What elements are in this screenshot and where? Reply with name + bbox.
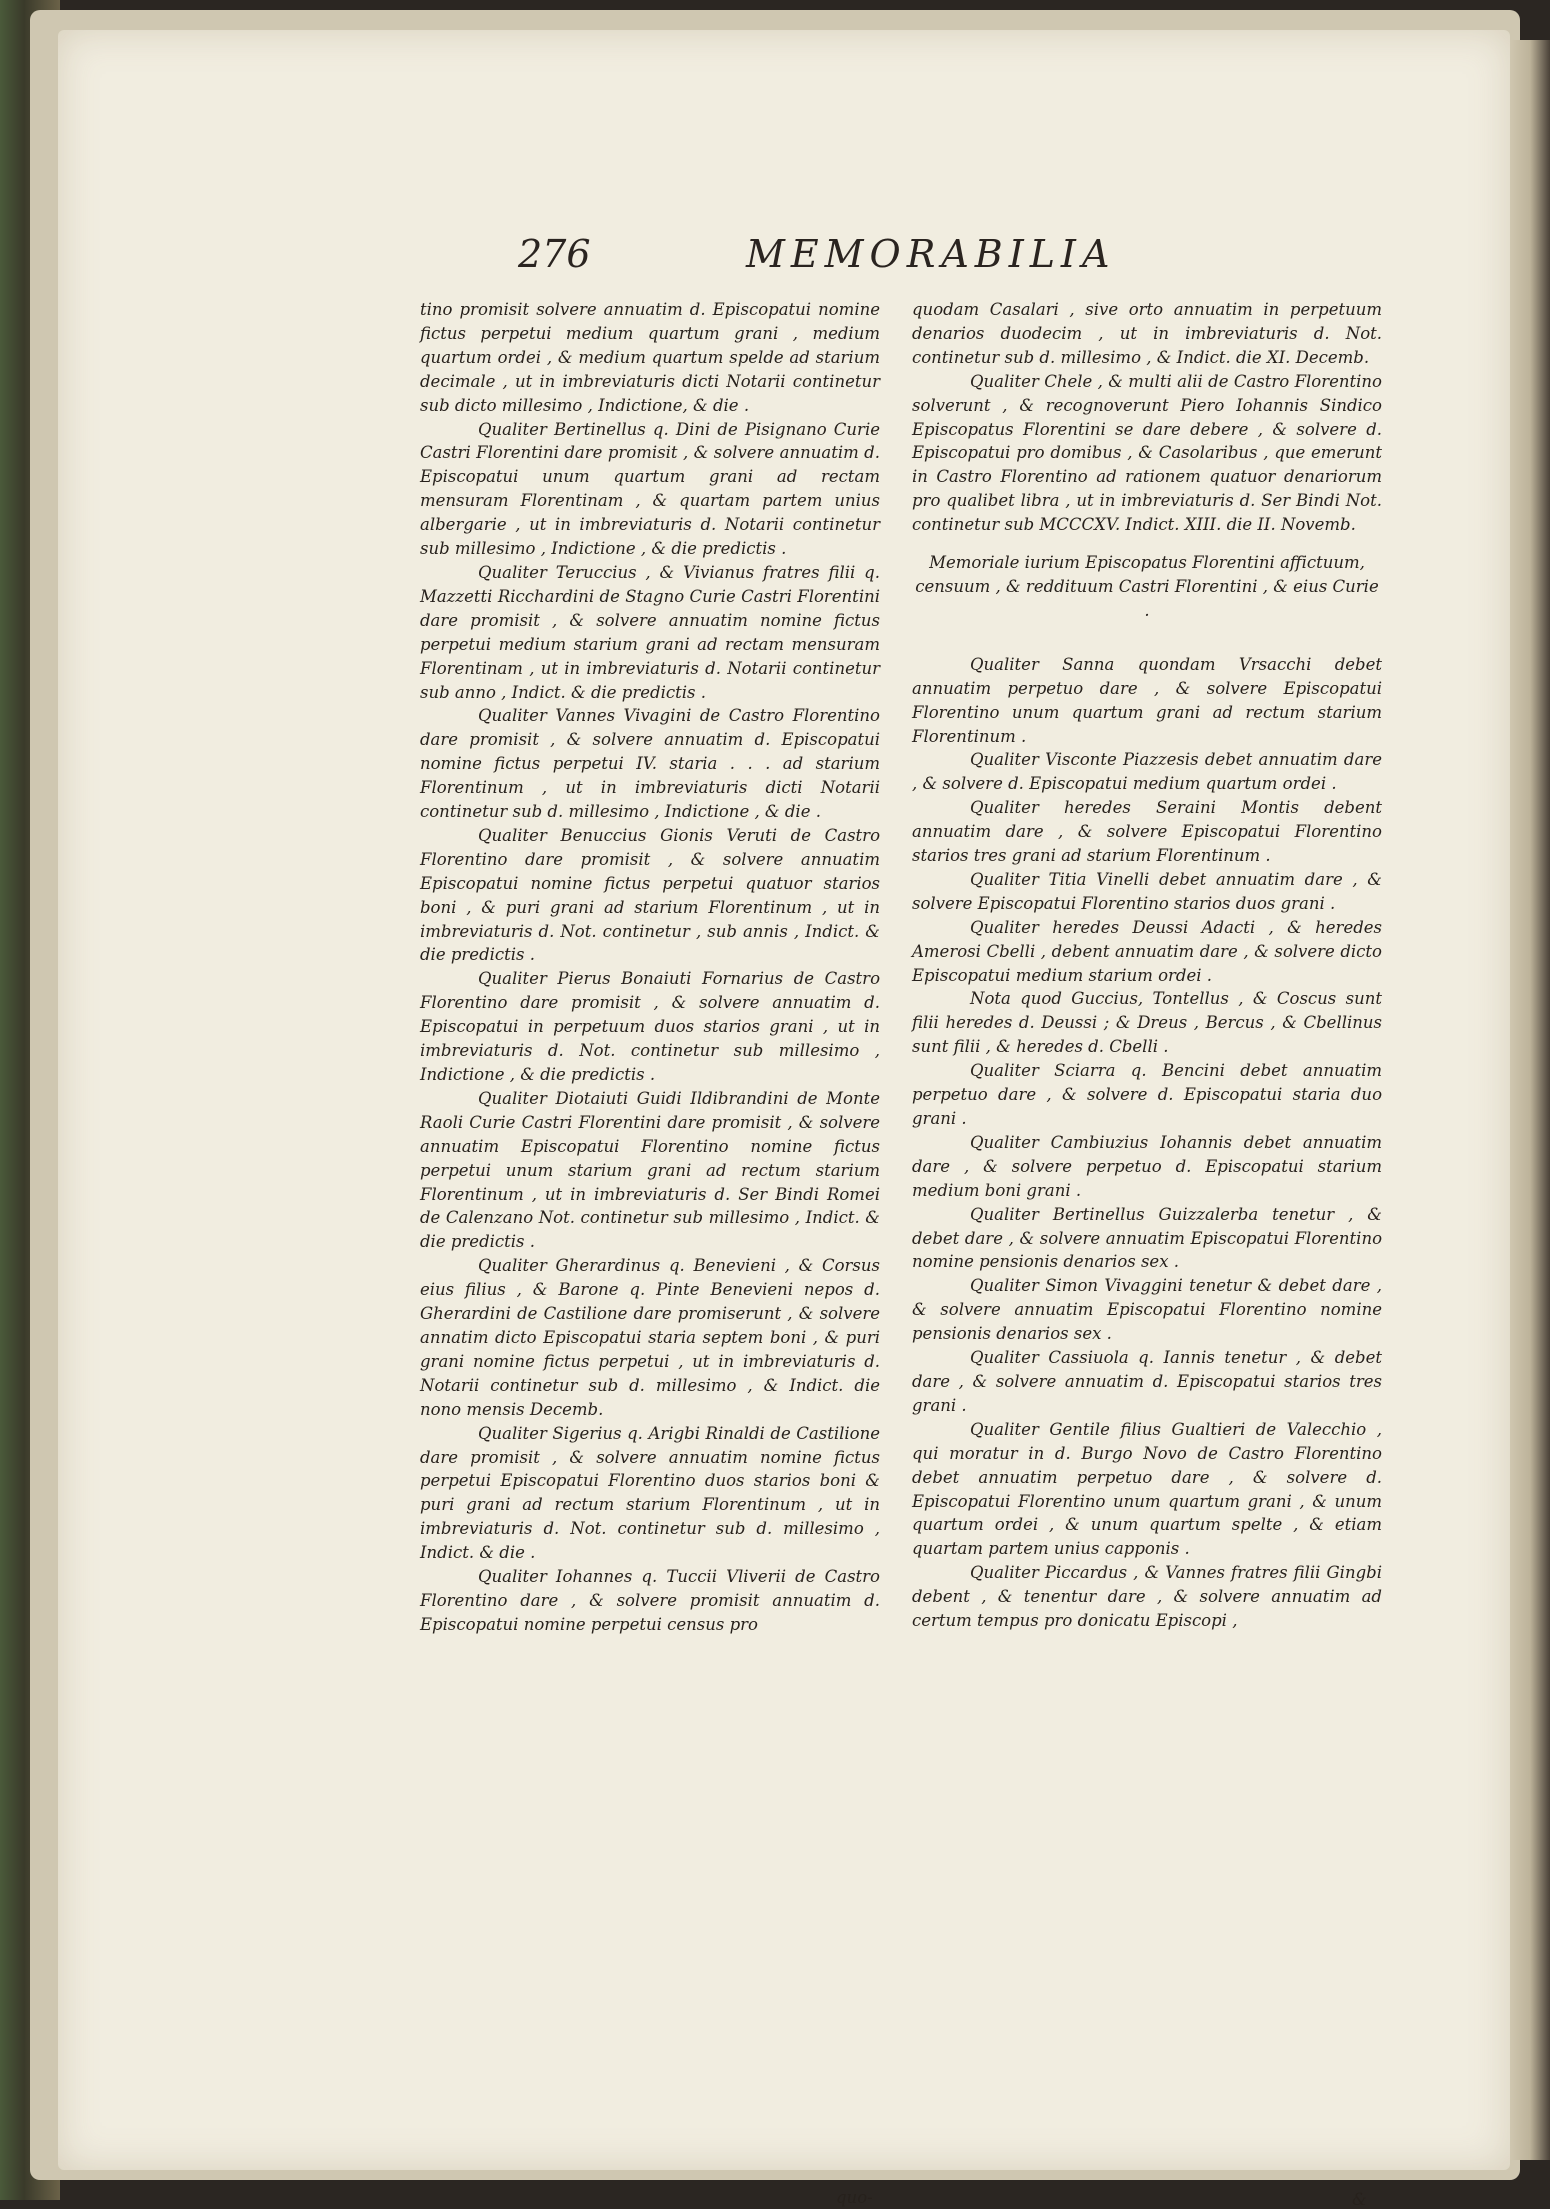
- left-catchword: quo-: [836, 2188, 873, 2207]
- paragraph: Qualiter Benuccius Gionis Veruti de Castro Florentino dare promisit , & solvere annuatim Episcopatui nomine fictus perpetui quatuor starios boni , & puri grani ad starium Florentinum , ut in imbreviaturis d. Not. continetur , sub annis , Indict. & die predictis .: [420, 825, 880, 965]
- right-catchword: &: [1352, 2190, 1367, 2209]
- paragraph: Qualiter Pierus Bonaiuti Fornarius de Castro Florentino dare promisit , & solvere annuatim d. Episcopatui in perpetuum duos starios grani , ut in imbreviaturis d. Not. continetur sub millesimo , Indictione , & die predictis .: [420, 969, 880, 1084]
- paragraph: Qualiter Vannes Vivagini de Castro Florentino dare promisit , & solvere annuatim d. Episcopatui nomine fictus perpetui IV. staria . . . ad starium Florentinum , ut in imbreviaturis dicti Notarii continetur sub d. millesimo , Indictione , & die .: [420, 706, 880, 822]
- paragraph: Qualiter Piccardus , & Vannes fratres filii Gingbi debent , & tenentur dare , & solvere annuatim ad certum tempus pro donicatu Episcopi ,: [912, 1563, 1382, 1631]
- paragraph: Qualiter heredes Deussi Adacti , & heredes Amerosi Cbelli , debent annuatim dare , & solvere dicto Episcopatui medium starium ordei .: [912, 917, 1382, 985]
- paragraph: Qualiter Sigerius q. Arigbi Rinaldi de Castilione dare promisit , & solvere annuatim nomine fictus perpetui Episcopatui Florentino duos starios boni & puri grani ad rectum starium Florentinum , ut in imbreviaturis d. Not. continetur sub d. millesimo , Indict. & die .: [420, 1423, 880, 1563]
- paragraph: tino promisit solvere annuatim d. Episcopatui nomine fictus perpetui medium quartum grani , medium quartum ordei , & medium quartum spelde ad starium decimale , ut in imbreviaturis dicti Notarii continetur sub dicto millesimo , Indictione, & die .: [420, 300, 880, 415]
- paragraph: Qualiter Visconte Piazzesis debet annuatim dare , & solvere d. Episcopatui medium quartum ordei .: [912, 750, 1382, 794]
- paragraph: Qualiter Teruccius , & Vivianus fratres filii q. Mazzetti Ricchardini de Stagno Curie Castri Florentini dare promisit , & solvere annuatim nomine fictus perpetui medium starium grani ad rectam mensuram Florentinam , ut in imbreviaturis d. Notarii continetur sub anno , Indict. & die predictis .: [420, 562, 880, 702]
- paragraph: Qualiter Bertinellus q. Dini de Pisignano Curie Castri Florentini dare promisit , & solvere annuatim d. Episcopatui unum quartum grani ad rectam mensuram Florentinam , & quartam partem unius albergarie , ut in imbreviaturis d. Notarii continetur sub millesimo , Indictione , & die predictis .: [420, 419, 880, 559]
- paragraph: quodam Casalari , sive orto annuatim in perpetuum denarios duodecim , ut in imbreviaturis d. Not. continetur sub d. millesimo , & Indict. die XI. Decemb.: [912, 300, 1382, 367]
- paragraph: Qualiter Bertinellus Guizzalerba tenetur , & debet dare , & solvere annuatim Episcopatui Florentino nomine pensionis denarios sex .: [912, 1204, 1382, 1272]
- paragraph: Qualiter heredes Seraini Montis debent annuatim dare , & solvere Episcopatui Florentino starios tres grani ad starium Florentinum .: [912, 798, 1382, 866]
- paragraph: Qualiter Simon Vivaggini tenetur & debet dare , & solvere annuatim Episcopatui Florentino nomine pensionis denarios sex .: [912, 1276, 1382, 1344]
- paragraph: Nota quod Guccius, Tontellus , & Coscus sunt filii heredes d. Deussi ; & Dreus , Bercus , & Cbellinus sunt filii , & heredes d. Cbelli .: [912, 989, 1382, 1057]
- paragraph: Qualiter Cambiuzius Iohannis debet annuatim dare , & solvere perpetuo d. Episcopatui starium medium boni grani .: [912, 1132, 1382, 1200]
- left-column: [420, 298, 880, 1637]
- paragraph: Qualiter Iohannes q. Tuccii Vliverii de Castro Florentino dare , & solvere promisit annuatim d. Episcopatui nomine perpetui census pro: [420, 1567, 880, 1634]
- page-number: 276: [518, 232, 591, 276]
- page-header: [518, 232, 1138, 292]
- paragraph: Qualiter Cassiuola q. Iannis tenetur , & debet dare , & solvere annuatim d. Episcopatui starios tres grani .: [912, 1348, 1382, 1415]
- paragraph: Qualiter Gherardinus q. Benevieni , & Corsus eius filius , & Barone q. Pinte Benevieni nepos d. Gherardini de Castilione dare promiserunt , & solvere annatim dicto Episcopatui staria septem boni , & puri grani nomine fictus perpetui , ut in imbreviaturis d. Notarii continetur sub d. millesimo , & Indict. die nono mensis Decemb.: [420, 1256, 880, 1419]
- paragraph: Qualiter Gentile filius Gualtieri de Valecchio , qui moratur in d. Burgo Novo de Castro Florentino debet annuatim perpetuo dare , & solvere d. Episcopatui Florentino unum quartum grani , & unum quartum ordei , & unum quartum spelte , & etiam quartam partem unius capponis .: [912, 1419, 1382, 1559]
- paragraph: Qualiter Sciarra q. Bencini debet annuatim perpetuo dare , & solvere d. Episcopatui staria duo grani .: [912, 1061, 1382, 1128]
- paragraph: Qualiter Diotaiuti Guidi Ildibrandini de Monte Raoli Curie Castri Florentini dare promisit , & solvere annuatim Episcopatui Florentino nomine fictus perpetui unum starium grani ad rectum starium Florentinum , ut in imbreviaturis d. Ser Bindi Romei de Calenzano Not. continetur sub millesimo , Indict. & die predictis .: [420, 1088, 880, 1252]
- paragraph: Qualiter Chele , & multi alii de Castro Florentino solverunt , & recognoverunt Piero Iohannis Sindico Episcopatus Florentini se dare debere , & solvere d. Episcopatui pro domibus , & Casolaribus , que emerunt in Castro Florentino ad rationem quatuor denariorum pro qualibet libra , ut in imbreviaturis d. Ser Bindi Not. continetur sub MCCCXV. Indict. XIII. die II. Novemb.: [912, 371, 1382, 535]
- section-heading: Memoriale iurium Episcopatus Florentini affictuum, censuum , & reddituum Castri Florentini , & eius Curie .: [915, 553, 1379, 620]
- running-title: MEMORABILIA: [746, 232, 1116, 276]
- right-column: [912, 298, 1382, 1633]
- paragraph: Qualiter Sanna quondam Vrsacchi debet annuatim perpetuo dare , & solvere Episcopatui Florentino unum quartum grani ad rectum starium Florentinum .: [912, 654, 1382, 746]
- paragraph: Qualiter Titia Vinelli debet annuatim dare , & solvere Episcopatui Florentino starios duos grani .: [912, 869, 1382, 913]
